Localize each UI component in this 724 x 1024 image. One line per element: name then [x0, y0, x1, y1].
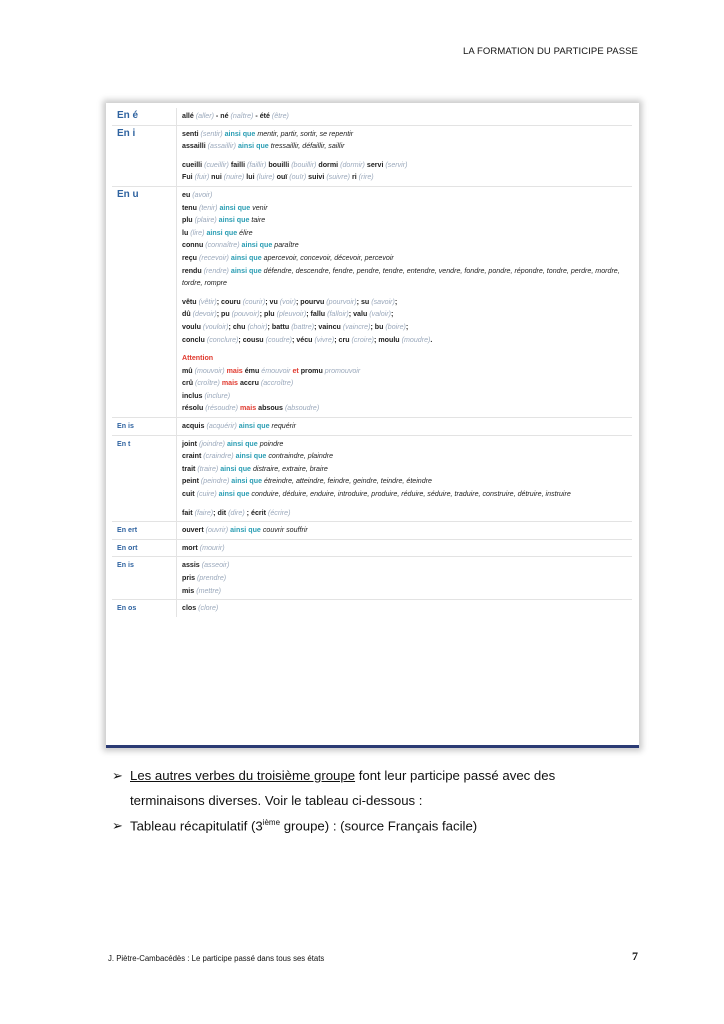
infinitive: (savoir): [371, 297, 395, 306]
participle: voulu: [182, 322, 203, 331]
participle: mort: [182, 543, 200, 552]
related-verbs: défendre, descendre, fendre, pendre, tendre, entendre, vendre, fondre, pondre, répondre, tondre, perdre, mordre, tordre, rompre: [182, 266, 620, 288]
participle: joint: [182, 439, 199, 448]
participle: ému: [244, 366, 262, 375]
participle: ; vécu: [292, 335, 315, 344]
infinitive: (craindre): [203, 452, 234, 461]
infinitive: (naître): [230, 112, 254, 120]
infinitive: (peindre): [200, 477, 230, 486]
mais-et-marker: mais: [219, 379, 240, 388]
participle: connu: [182, 241, 206, 250]
conjugation-table-image: [106, 103, 639, 748]
infinitive: (conclure): [206, 335, 239, 344]
verb-line: [182, 365, 629, 378]
bullet-text: Tableau récapitulatif (3: [130, 818, 263, 834]
infinitive: (être): [271, 112, 289, 120]
infinitive: (ouvrir): [205, 526, 229, 535]
ainsi-que-marker: ainsi que: [229, 477, 265, 486]
superscript: ième: [262, 818, 281, 827]
infinitive: (absoudre): [284, 404, 320, 413]
participle: dû: [182, 310, 193, 319]
table-row: [112, 418, 632, 436]
verb-line: [182, 585, 629, 598]
infinitive: (valoir): [369, 310, 391, 319]
verb-line: [182, 542, 629, 555]
participle: ri: [349, 173, 359, 182]
participle: allé: [182, 112, 196, 120]
infinitive: (fuir): [194, 173, 210, 182]
participle: .: [430, 335, 433, 344]
infinitive: (rendre): [203, 266, 229, 275]
mais-et-marker: mais: [238, 404, 259, 413]
infinitive: (écrire): [267, 508, 291, 517]
infinitive: (pouvoir): [231, 310, 260, 319]
verb-line: [182, 239, 629, 252]
infinitive: (faillir): [247, 160, 267, 169]
participle: ; pourvu: [295, 297, 327, 306]
ainsi-que-marker: ainsi que: [216, 216, 252, 225]
participle: ; battu: [267, 322, 292, 331]
infinitive: (vouloir): [202, 322, 229, 331]
verb-list: [177, 600, 633, 617]
infinitive: (ouïr): [289, 173, 307, 182]
verb-line: [182, 420, 629, 433]
participle: promu: [300, 366, 325, 375]
participle: ; valu: [348, 310, 370, 319]
participle: conclu: [182, 335, 207, 344]
page-number: 7: [632, 949, 638, 963]
participle: Fui: [182, 173, 195, 182]
participle: reçu: [182, 253, 199, 262]
participle: eu: [182, 190, 193, 199]
bullet-continuation: terminaisons diverses. Voir le tableau ci-dessous :: [130, 793, 423, 808]
infinitive: (sentir): [200, 129, 223, 138]
related-verbs: contraindre, plaindre: [268, 452, 334, 461]
related-verbs: paraître: [274, 241, 299, 250]
participle: accru: [239, 379, 261, 388]
related-verbs: requérir: [271, 422, 296, 431]
verb-line: [182, 475, 629, 488]
verb-line: [182, 159, 629, 172]
ainsi-que-marker: ainsi que: [228, 266, 264, 275]
running-header: LA FORMATION DU PARTICIPE PASSE: [462, 46, 638, 57]
table-row: [112, 125, 632, 186]
ainsi-que-marker: ainsi que: [218, 464, 253, 473]
participle: ; pu: [216, 310, 232, 319]
ainsi-que-marker: ainsi que: [204, 228, 240, 237]
verb-line: [182, 334, 629, 347]
participle: servi: [364, 160, 386, 169]
infinitive: (croître): [195, 379, 220, 388]
infinitive: (bouillir): [291, 160, 317, 169]
verb-line: [182, 559, 629, 572]
infinitive: (mouvoir): [194, 366, 225, 375]
verb-line: [182, 214, 629, 227]
infinitive: (dormir): [340, 160, 365, 169]
bullet-summary-table: [112, 818, 477, 834]
ending-label: En ert: [112, 522, 177, 540]
ainsi-que-marker: ainsi que: [236, 422, 272, 431]
participle: ; moulu: [374, 335, 402, 344]
participle: trait: [182, 464, 198, 473]
infinitive: (courir): [242, 297, 266, 306]
participle: fait: [182, 508, 195, 517]
verb-list: [177, 108, 633, 125]
infinitive: (falloir): [327, 310, 349, 319]
verb-line: [182, 296, 629, 309]
verb-line: [182, 189, 629, 202]
infinitive: (cueillir): [204, 160, 229, 169]
verb-line: [182, 227, 629, 240]
ending-label: En u: [112, 186, 177, 417]
bullet-other-verbs: [112, 768, 555, 784]
ainsi-que-marker: ainsi que: [228, 526, 263, 535]
mais-et-marker: mais: [224, 366, 245, 375]
table-row: [112, 522, 632, 540]
related-verbs: mentir, partir, sortir, se repentir: [257, 129, 354, 138]
infinitive: (rire): [358, 173, 374, 182]
participle: ; vaincu: [314, 322, 343, 331]
infinitive: (joindre): [198, 439, 225, 448]
ending-label: En is: [112, 557, 177, 600]
infinitive: (luire): [256, 173, 275, 182]
infinitive: (nuire): [223, 173, 245, 182]
related-verbs: taire: [251, 216, 266, 225]
verb-line: [182, 463, 629, 476]
participle: ouvert: [182, 526, 206, 535]
participle: failli: [228, 160, 248, 169]
participle: vêtu: [182, 297, 199, 306]
ending-label: En ort: [112, 539, 177, 557]
related-verbs: tressaillir, défaillir, saillir: [270, 142, 345, 151]
verb-line: [182, 390, 629, 403]
verb-list: [177, 557, 633, 600]
infinitive: (dire): [228, 508, 245, 517]
participle: ; dit: [213, 508, 229, 517]
ainsi-que-marker: ainsi que: [217, 203, 253, 212]
verb-line: [182, 308, 629, 321]
infinitive: (avoir): [192, 190, 213, 199]
bullet-text: font leur participe passé avec des: [355, 768, 556, 783]
participle: ouï: [274, 173, 290, 182]
verb-line: [182, 265, 629, 290]
participle: ; fallu: [306, 310, 328, 319]
participle: résolu: [182, 404, 206, 413]
participle: bouilli: [266, 160, 292, 169]
infinitive: (plaire): [194, 216, 217, 225]
related-verbs: distraire, extraire, braire: [252, 464, 328, 473]
ending-label: En é: [112, 108, 177, 125]
infinitive: (asseoir): [201, 561, 230, 570]
ending-label: En os: [112, 600, 177, 617]
verb-line: [182, 377, 629, 390]
related-verbs: venir: [252, 203, 268, 212]
infinitive: (accroître): [260, 379, 294, 388]
verb-line: [182, 128, 629, 141]
participle: - né: [213, 112, 231, 120]
infinitive: promouvoir: [324, 366, 361, 375]
verb-line: [182, 572, 629, 585]
participle: inclus: [182, 391, 205, 400]
verb-line: [182, 438, 629, 451]
infinitive: (inclure): [204, 391, 231, 400]
verb-list: [177, 125, 633, 186]
attention-label: Attention: [182, 354, 214, 363]
participle: ; vu: [265, 297, 280, 306]
table-row: [112, 539, 632, 557]
infinitive: (boire): [385, 322, 406, 331]
infinitive: (aller): [195, 112, 214, 120]
participle: rendu: [182, 266, 204, 275]
participle: ; bu: [370, 322, 386, 331]
infinitive: (cuire): [196, 490, 217, 499]
participle: ; cru: [334, 335, 352, 344]
participle: assailli: [182, 142, 208, 151]
participle: mû: [182, 366, 195, 375]
table-row: [112, 557, 632, 600]
infinitive: (tenir): [198, 203, 218, 212]
page-footer: [108, 954, 324, 963]
participle: clos: [182, 604, 199, 613]
infinitive: émouvoir: [261, 366, 291, 375]
participle: ; écrit: [244, 508, 268, 517]
infinitive: (moudre): [401, 335, 431, 344]
participle: - été: [253, 112, 272, 120]
infinitive: (croire): [351, 335, 375, 344]
verb-line: [182, 202, 629, 215]
ainsi-que-marker: ainsi que: [224, 439, 260, 448]
participle: ; su: [356, 297, 372, 306]
infinitive: (connaître): [205, 241, 240, 250]
related-verbs: couvrir souffrir: [262, 526, 308, 535]
verb-line: [182, 252, 629, 265]
bullet-text-end: groupe) : (source Français facile): [280, 818, 478, 834]
participle: absous: [258, 404, 285, 413]
ainsi-que-marker: ainsi que: [233, 452, 269, 461]
infinitive: (coudre): [265, 335, 293, 344]
verb-line: [182, 321, 629, 334]
ending-label: En i: [112, 125, 177, 186]
footer-author: J. Piètre-Cambacédès :: [108, 954, 192, 963]
infinitive: (lire): [190, 228, 205, 237]
table-row: [112, 108, 632, 125]
ending-label: En is: [112, 418, 177, 436]
infinitive: (mettre): [196, 586, 222, 595]
infinitive: (battre): [291, 322, 315, 331]
table-row: [112, 600, 632, 617]
verb-list: [177, 418, 633, 436]
infinitive: (traire): [197, 464, 219, 473]
verb-list: [177, 186, 633, 417]
verb-list: [177, 522, 633, 540]
infinitive: (mourir): [199, 543, 225, 552]
participle: plu: [182, 216, 195, 225]
mais-et-marker: et: [290, 366, 301, 375]
table-bottom-border: [106, 745, 639, 748]
infinitive: (voir): [279, 297, 296, 306]
participle: suivi: [306, 173, 327, 182]
participle: cueilli: [182, 160, 205, 169]
underlined-phrase: Les autres verbes du troisième groupe: [130, 768, 356, 783]
related-verbs: poindre: [259, 439, 284, 448]
participle: ;: [405, 322, 409, 331]
participle: cuit: [182, 490, 197, 499]
infinitive: (pourvoir): [326, 297, 357, 306]
participle: tenu: [182, 203, 199, 212]
participle: senti: [182, 129, 201, 138]
related-verbs: étreindre, atteindre, feindre, geindre, teindre, éteindre: [264, 477, 433, 486]
verb-line: [182, 352, 629, 365]
participle: pris: [182, 574, 197, 582]
participle: lu: [182, 228, 191, 237]
participle: peint: [182, 477, 201, 486]
infinitive: (acquérir): [206, 422, 237, 431]
ainsi-que-marker: ainsi que: [239, 241, 275, 250]
participle: crû: [182, 379, 196, 388]
arrow-bullet-icon: ➢: [112, 818, 124, 834]
infinitive: (résoudre): [205, 404, 238, 413]
infinitive: (recevoir): [198, 253, 229, 262]
footer-title: Le participe passé dans tous ses états: [191, 954, 325, 963]
infinitive: (devoir): [192, 310, 217, 319]
infinitive: (vivre): [314, 335, 335, 344]
participle: craint: [182, 452, 204, 461]
related-verbs: élire: [239, 228, 253, 237]
infinitive: (clore): [198, 604, 219, 613]
verb-list: [177, 539, 633, 557]
participle: ;: [394, 297, 398, 306]
infinitive: (choir): [247, 322, 268, 331]
participle: lui: [244, 173, 257, 182]
verb-line: [182, 171, 629, 184]
ainsi-que-marker: ainsi que: [236, 142, 271, 151]
participle: acquis: [182, 422, 207, 431]
infinitive: (assaillir): [207, 142, 237, 151]
infinitive: (faire): [194, 508, 214, 517]
participle: mis: [182, 586, 197, 595]
participle: ; chu: [228, 322, 248, 331]
arrow-bullet-icon: ➢: [112, 768, 124, 783]
participle: assis: [182, 561, 202, 570]
verb-line: [182, 140, 629, 153]
verb-line: [182, 450, 629, 463]
related-verbs: conduire, déduire, enduire, introduire, produire, réduire, séduire, traduire, construire, détruire, instruire: [251, 490, 571, 499]
participle: ;: [390, 310, 394, 319]
infinitive: (vaincre): [342, 322, 371, 331]
infinitive: (vêtir): [198, 297, 217, 306]
table-row: [112, 186, 632, 417]
participle-endings-table: [112, 108, 632, 617]
participle: ; couru: [216, 297, 243, 306]
participle: ; plu: [259, 310, 277, 319]
verb-line: [182, 488, 629, 501]
infinitive: (prendre): [196, 574, 227, 582]
verb-line: [182, 110, 629, 123]
participle: nui: [209, 173, 224, 182]
participle: dormi: [316, 160, 341, 169]
verb-list: [177, 435, 633, 522]
verb-line: [182, 602, 629, 615]
ainsi-que-marker: ainsi que: [228, 253, 264, 262]
participle: ; cousu: [238, 335, 266, 344]
table-row: [112, 435, 632, 522]
ending-label: En t: [112, 435, 177, 522]
verb-line: [182, 402, 629, 415]
verb-line: [182, 524, 629, 537]
ainsi-que-marker: ainsi que: [222, 129, 258, 138]
infinitive: (servir): [385, 160, 408, 169]
infinitive: (pleuvoir): [276, 310, 307, 319]
related-verbs: apercevoir, concevoir, décevoir, percevoir: [263, 253, 394, 262]
infinitive: (suivre): [326, 173, 350, 182]
verb-line: [182, 507, 629, 520]
ainsi-que-marker: ainsi que: [216, 490, 252, 499]
